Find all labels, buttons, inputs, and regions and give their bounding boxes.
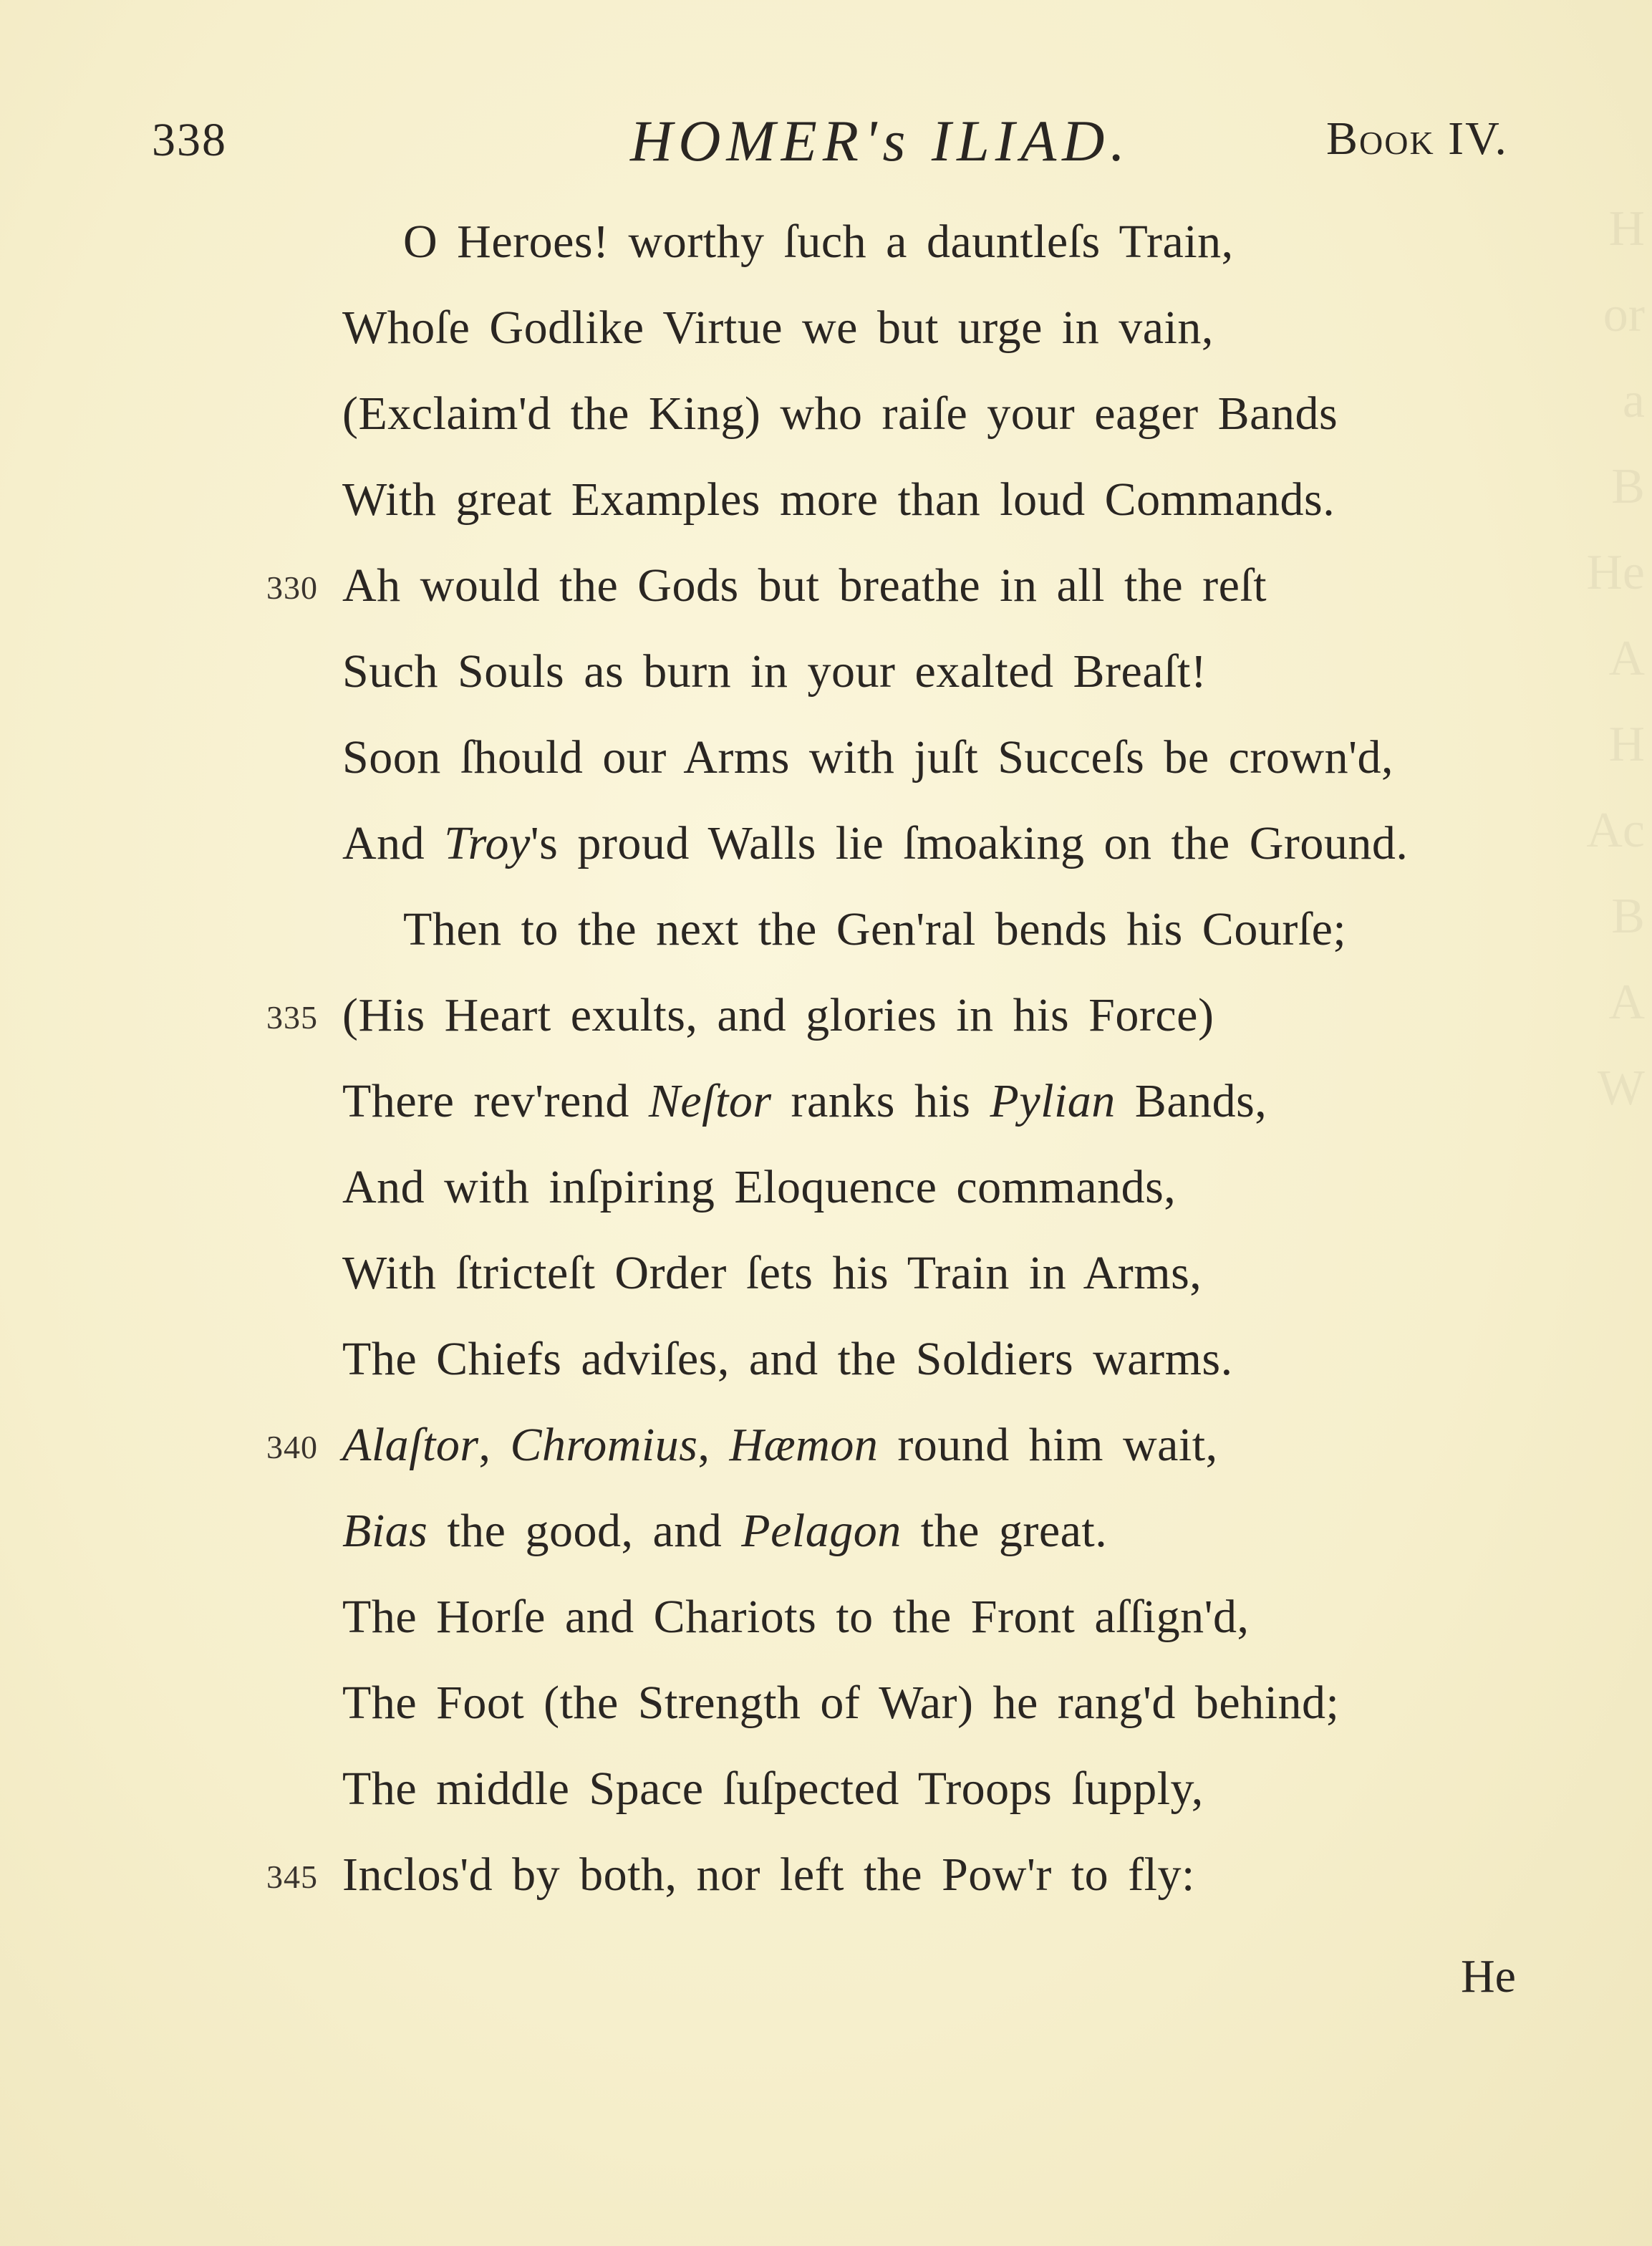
proper-name: Pylian [990,1075,1116,1127]
verse-text [342,1762,1204,1816]
verse-text [342,301,1214,355]
proper-name: Hæmon [729,1419,879,1471]
verse-text [342,816,1408,871]
verse-segment: And with inſpiring Eloquence commands, [342,1161,1177,1213]
verse-segment: the great. [901,1505,1108,1557]
catchword: He [1461,1950,1516,2002]
verse-segment: , [478,1419,511,1471]
verse-text [403,215,1234,269]
line-number: 345 [266,1859,318,1895]
verse-segment: Bands, [1115,1075,1267,1127]
verse-segment: With great Examples more than loud Commands. [342,473,1335,526]
line-number: 335 [266,999,318,1036]
verse-text [342,1848,1195,1902]
verse-line [0,1848,1652,1919]
verse-line [0,1676,1652,1748]
line-number: 330 [266,569,318,606]
verse-segment: Soon ſhould our Arms with juſt Succeſs be crown'd, [342,731,1393,784]
verse-segment: The middle Space ſuſpected Troops ſupply, [342,1763,1204,1815]
verse-line [0,1504,1652,1576]
book-label: Book IV. [1326,112,1508,165]
verse-segment: (His Heart exults, and glories in his Force) [342,989,1214,1041]
verse-line [0,902,1652,974]
page-number: 338 [152,114,227,166]
verse-text [342,559,1267,613]
verse-segment: Such Souls as burn in your exalted Breaſt! [342,645,1207,698]
verse-text [342,1676,1339,1730]
proper-name: Troy [444,817,531,869]
verse-line [0,559,1652,630]
verse-line [0,215,1652,286]
verse-line [0,816,1652,888]
verse-segment: The Horſe and Chariots to the Front aſſign'd, [342,1591,1250,1643]
verse-text [342,387,1338,441]
verse-line [0,1246,1652,1318]
verse-text [342,1332,1233,1387]
verse-segment: With ſtricteſt Order ſets his Train in Arms, [342,1247,1202,1299]
verse-text [342,473,1335,527]
verse-segment: Then to the next the Gen'ral bends his Courſe; [403,903,1347,955]
verse-segment: (Exclaim'd the King) who raiſe your eager Bands [342,387,1338,440]
verse-text [342,1590,1250,1644]
page-header [0,107,1652,186]
proper-name: Neſtor [648,1075,772,1127]
verse-line [0,1332,1652,1404]
verse-segment: Ah would the Gods but breathe in all the reſt [342,559,1267,612]
verse-line [0,1762,1652,1833]
verse-line [0,1074,1652,1146]
line-number: 340 [266,1429,318,1465]
verse-segment: ranks his [771,1075,990,1127]
verse-line [0,988,1652,1060]
proper-name: Alaſtor [342,1419,479,1471]
verse-text [342,1418,1218,1473]
verse-segment: Whoſe Godlike Virtue we but urge in vain, [342,302,1214,354]
verse-text [342,1160,1176,1215]
verse-segment: round him wait, [878,1419,1218,1471]
verse-line [0,1160,1652,1232]
verse-segment: The Foot (the Strength of War) he rang'd behind; [342,1677,1340,1729]
verse-text [342,1504,1107,1558]
verse-segment: There rev'rend [342,1075,649,1127]
verse-text [403,902,1346,957]
verse-segment: O Heroes! worthy ſuch a dauntleſs Train, [403,216,1234,268]
verse-segment: 's proud Walls lie ſmoaking on the Ground. [530,817,1409,869]
verse-segment: And [342,817,445,869]
proper-name: Chromius [510,1419,698,1471]
verse-text [342,1074,1267,1129]
show-through-text: H or a B He A H Ac B A W [1586,201,1645,1116]
verse-line [0,387,1652,458]
verse-line [0,645,1652,716]
verse-segment: The Chiefs adviſes, and the Soldiers warms. [342,1333,1233,1385]
verse-line [0,1590,1652,1662]
verse-segment: , [697,1419,730,1471]
verse-text [342,988,1214,1043]
running-title: HOMER's ILIAD. [630,108,1131,173]
verse-line [0,731,1652,802]
verse-text [342,731,1393,785]
verse-segment: the good, and [428,1505,742,1557]
verse-line [0,473,1652,544]
verse-text [342,645,1207,699]
verse-line [0,1418,1652,1490]
verse-line [0,301,1652,372]
proper-name: Bias [342,1505,428,1557]
verse-text [342,1246,1202,1301]
verse-segment: Inclos'd by both, nor left the Pow'r to fly: [342,1849,1195,1901]
proper-name: Pelagon [741,1505,902,1557]
